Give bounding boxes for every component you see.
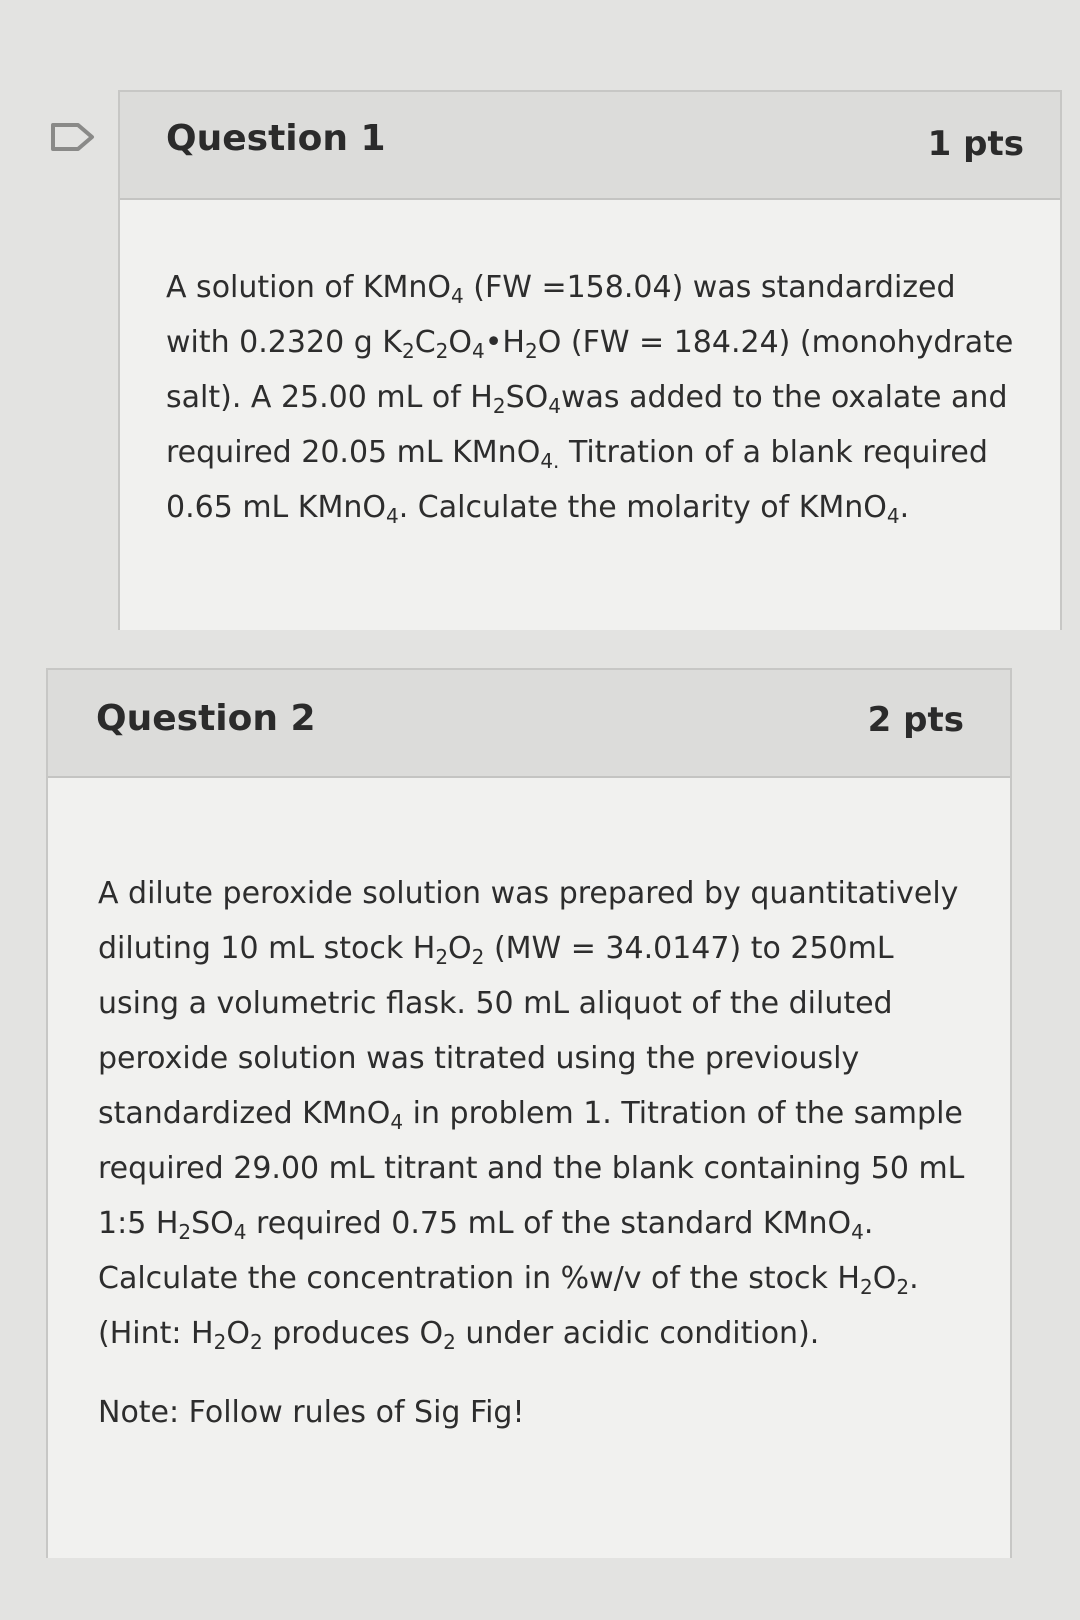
question-2-title: Question 2 — [96, 698, 316, 739]
flag-question-icon[interactable] — [50, 122, 96, 152]
question-1-header — [120, 92, 1060, 200]
question-1-card — [118, 90, 1062, 630]
question-2-note: Note: Follow rules of Sig Fig! — [98, 1395, 525, 1430]
question-1-text: A solution of KMnO$_4$ (FW =158.04) was standardized with 0.2320 g $K_2C_2O_4•H_2O$ (FW = 184.24) (monohydrate salt). A 25.00 mL of $H_2SO_4was$ added to the oxalate and required 20.05 mL KMnO$_{4.}$ Titration of a blank required 0.65 mL KMnO$_4$. Calculate the molarity of KMnO$_4$. — [166, 270, 1014, 528]
question-2-card — [46, 668, 1012, 1558]
question-2-points: 2 pts — [867, 700, 964, 740]
question-1-points: 1 pts — [927, 124, 1024, 164]
question-2-text: A dilute peroxide solution was prepared by quantitatively diluting 10 mL stock $H_2O_2$ (MW = 34.0147) to 250mL using a volumetric flask. 50 mL aliquot of the diluted peroxide solution was titrated using the previously standardized KMnO$_4$ in problem 1. Titration of the sample required 29.00 mL titrant and the blank containing 50 mL 1:5 $H_2SO_4$ required 0.75 mL of the standard KMnO$_4$. Calculate the concentration in %w/v of the stock $H_2O_2$. (Hint: $H_2O_2$ produces $O_2$ under acidic condition). Note: Follow rules of Sig Fig! — [98, 866, 978, 1440]
question-1-title: Question 1 — [166, 118, 386, 159]
question-2-header — [48, 670, 1010, 778]
